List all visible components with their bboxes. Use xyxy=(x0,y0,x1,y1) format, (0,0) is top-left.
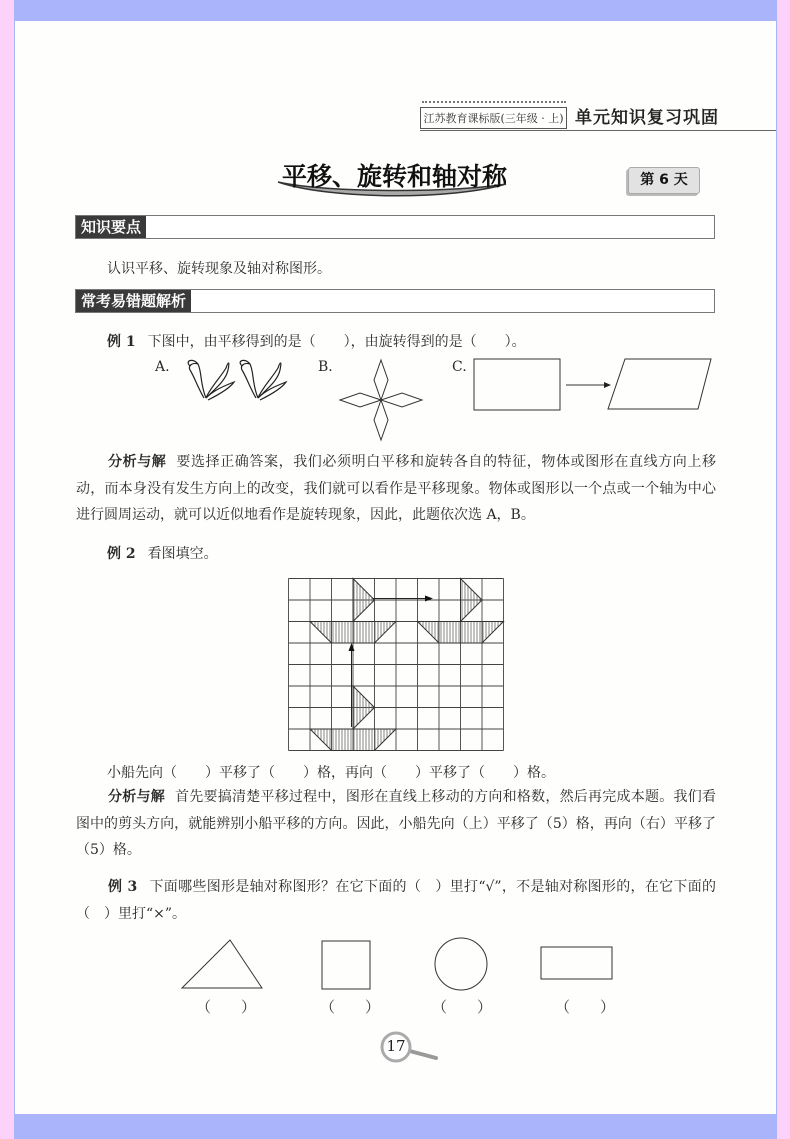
rhombus-top xyxy=(374,360,388,400)
boat-hull xyxy=(310,729,396,751)
option-a-label: A. xyxy=(155,359,170,375)
section-common-errors xyxy=(75,289,715,313)
boat-moved-right xyxy=(418,579,504,644)
example1-label: 例 1 xyxy=(107,334,136,350)
page-number: 17 xyxy=(386,1037,406,1055)
option-b-label: B. xyxy=(318,359,333,375)
rectangle-shape xyxy=(541,947,612,979)
symmetry-shapes xyxy=(175,933,625,995)
leaf-icon xyxy=(240,360,286,400)
rhombus-bottom xyxy=(374,400,388,440)
boat-sail xyxy=(353,686,375,729)
example1-analysis xyxy=(76,449,716,529)
unit-title: 单元知识复习巩固 xyxy=(575,108,719,128)
answer-blank-square[interactable]: （ ） xyxy=(320,998,381,1016)
example3-label: 例 3 xyxy=(108,879,138,895)
square-shape xyxy=(322,941,370,989)
section-label: 常考易错题解析 xyxy=(76,290,191,312)
frame-right-strip xyxy=(777,0,790,1139)
answer-blank-triangle[interactable]: （ ） xyxy=(196,998,257,1016)
leaf-icon xyxy=(188,360,234,400)
example1-question xyxy=(107,331,526,351)
boat-moved-up xyxy=(310,579,396,644)
answer-blank-circle[interactable]: （ ） xyxy=(432,998,493,1016)
example1-text: 下图中，由平移得到的是（ ），由旋转得到的是（ ）。 xyxy=(147,334,526,350)
boat-hull xyxy=(418,622,504,644)
boat-sail xyxy=(461,579,483,622)
arrow-right-head xyxy=(425,596,433,602)
leaf-figures xyxy=(180,358,300,408)
section-label: 知识要点 xyxy=(76,216,146,238)
example3-question xyxy=(76,874,716,927)
option-c-label: C. xyxy=(452,359,467,375)
section-knowledge-points xyxy=(75,215,715,239)
triangle-shape xyxy=(182,940,262,988)
parallelogram-shape xyxy=(608,359,711,409)
rhombus-right xyxy=(381,393,422,407)
day-badge: 第 6 天 xyxy=(628,167,700,194)
translation-grid xyxy=(287,577,505,753)
analysis-text: 首先要搞清楚平移过程中，图形在直线上移动的方向和格数，然后再完成本题。我们看图中的剪头方向，就能辨别小船平移的方向。因此，小船先向（上）平移了（5）格，再向（右）平移了（5）格。 xyxy=(76,789,717,858)
example2-fill-text: 小船先向（ ）平移了（ ）格，再向（ ）平移了（ ）格。 xyxy=(107,765,555,781)
rectangle-to-parallelogram-figure xyxy=(470,355,720,415)
arrow-head xyxy=(604,382,611,388)
analysis-label: 分析与解 xyxy=(108,789,165,805)
example2-analysis xyxy=(76,784,716,864)
analysis-label: 分析与解 xyxy=(108,454,167,470)
rotation-rhombus-figure xyxy=(338,358,424,446)
rectangle-shape xyxy=(474,359,560,410)
arrow-up-head xyxy=(349,643,355,651)
boat-original xyxy=(310,686,396,751)
circle-shape xyxy=(435,938,487,990)
example2-text: 看图填空。 xyxy=(147,546,218,562)
answer-blank-rectangle[interactable]: （ ） xyxy=(555,998,616,1016)
example3-text: 下面哪些图形是轴对称图形？在它下面的（ ）里打“√”，不是轴对称图形的，在它下面的（ ）里打“×”。 xyxy=(76,879,717,922)
knowledge-text: 认识平移、旋转现象及轴对称图形。 xyxy=(107,261,331,277)
header-rule xyxy=(420,130,776,131)
example2-label: 例 2 xyxy=(107,546,136,562)
page-title: 平移、旋转和轴对称 xyxy=(282,162,508,191)
boat-hull xyxy=(310,622,396,644)
analysis-text: 要选择正确答案，我们必须明白平移和旋转各自的特征，物体或图形在直线方向上移动，而本身没有发生方向上的改变，我们就可以看作是平移现象。物体或图形以一个点或一个轴为中心进行圆周运动，就可以近似地看作是旋转现象，因此，此题依次选 A，B。 xyxy=(76,454,717,523)
rhombus-left xyxy=(340,393,381,407)
frame-left-strip xyxy=(0,0,14,1139)
edition-label: 江苏教育课标版(三年级 · 上) xyxy=(420,107,567,129)
example2-question xyxy=(107,543,218,563)
header-dots xyxy=(422,101,566,103)
boat-sail xyxy=(353,579,375,622)
